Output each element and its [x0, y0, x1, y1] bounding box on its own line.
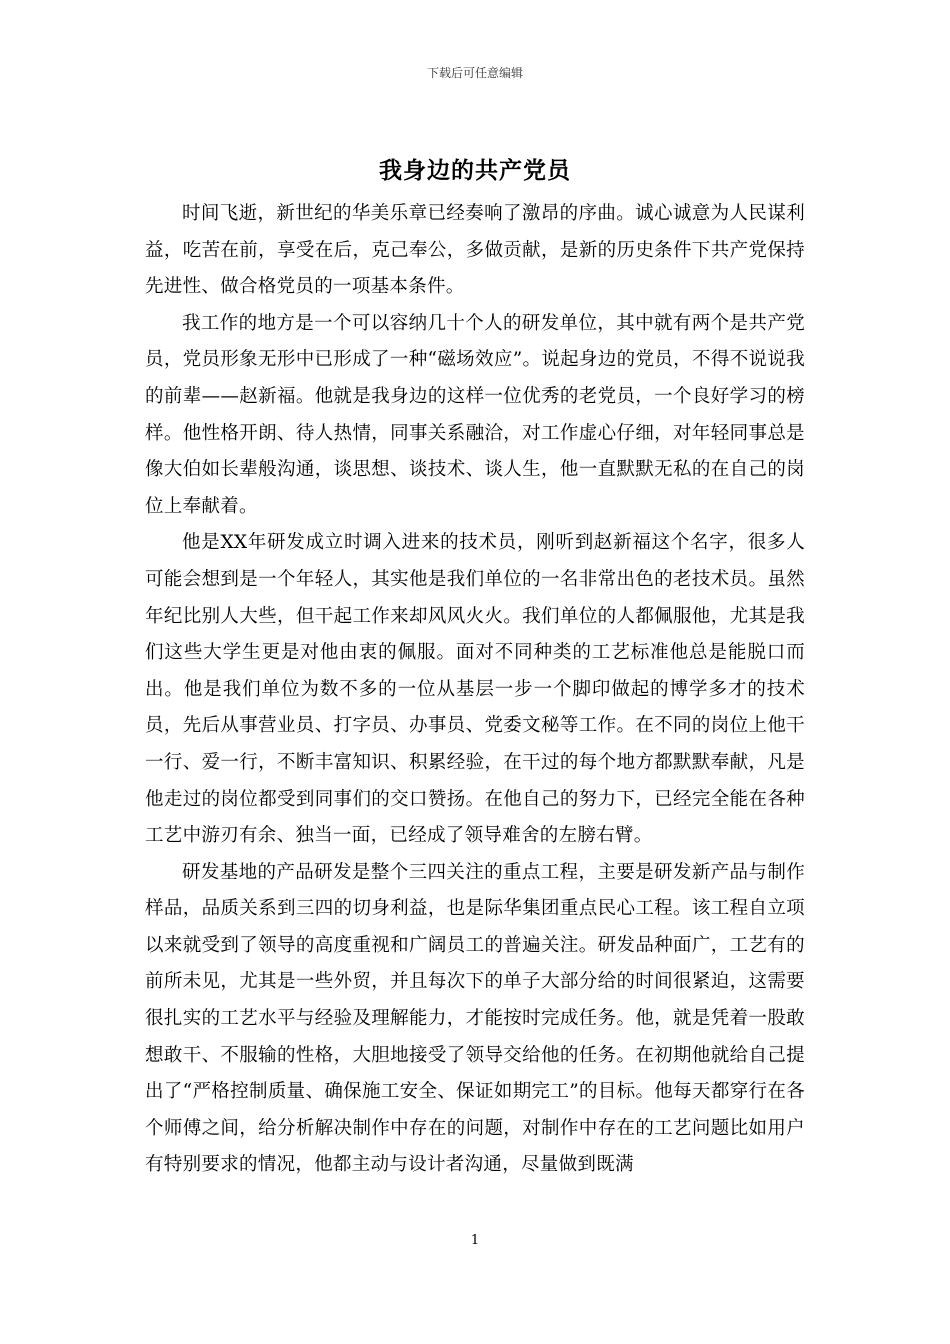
paragraph-4: 研发基地的产品研发是整个三四关注的重点工程，主要是研发新产品与制作样品，品质关系到三四的切身利益，也是际华集团重点民心工程。该工程自立项以来就受到了领导的高度重视和广阔员工的普遍关注。研发品种面广，工艺有的前所未见，尤其是一些外贸，并且每次下的单子大部分给的时间很紧迫，这需要很扎实的工艺水平与经验及理解能力，才能按时完成任务。他，就是凭着一股敢想敢干、不服输的性格，大胆地接受了领导交给他的任务。在初期他就给自己提出了“严格控制质量、确保施工安全、保证如期完工”的目标。他每天都穿行在各个师傅之间，给分析解决制作中存在的问题，对制作中存在的工艺问题比如用户有特别要求的情况，他都主动与设计者沟通，尽量做到既满	[145, 861, 805, 1176]
paragraph-2: 我工作的地方是一个可以容纳几十个人的研发单位，其中就有两个是共产党员，党员形象无形中已形成了一种“磁场效应”。说起身边的党员，不得不说说我的前辈——赵新福。他就是我身边的这样一位优秀的老党员，一个良好学习的榜样。他性格开朗、待人热情，同事关系融洽，对工作虚心仔细，对年轻同事总是像大伯如长辈般沟通，谈思想、谈技术、谈人生，他一直默默无私的在自己的岗位上奉献着。	[145, 312, 805, 517]
page-title: 我身边的共产党员	[379, 157, 571, 184]
page-number: 1	[470, 1233, 480, 1248]
paragraph-3: 他是XX年研发成立时调入进来的技术员，刚听到赵新福这个名字，很多人可能会想到是一个年轻人，其实他是我们单位的一名非常出色的老技术员。虽然年纪比别人大些，但干起工作来却风风火火。我们单位的人都佩服他，尤其是我们这些大学生更是对他由衷的佩服。面对不同种类的工艺标准他总是能脱口而出。他是我们单位为数不多的一位从基层一步一个脚印做起的博学多才的技术员，先后从事营业员、打字员、办事员、党委文秘等工作。在不同的岗位上他干一行、爱一行，不断丰富知识、积累经验，在干过的每个地方都默默奉献，凡是他走过的岗位都受到同事们的交口赞扬。在他自己的努力下，已经完全能在各种工艺中游刃有余、独当一面，已经成了领导难舍的左膀右臂。	[145, 532, 805, 847]
header-note: 下载后可任意编辑	[426, 66, 523, 80]
body-text	[145, 196, 805, 1184]
paragraph-1: 时间飞逝，新世纪的华美乐章已经奏响了激昂的序曲。诚心诚意为人民谋利益，吃苦在前，享受在后，克己奉公，多做贡献，是新的历史条件下共产党保持先进性、做合格党员的一项基本条件。	[145, 203, 805, 298]
